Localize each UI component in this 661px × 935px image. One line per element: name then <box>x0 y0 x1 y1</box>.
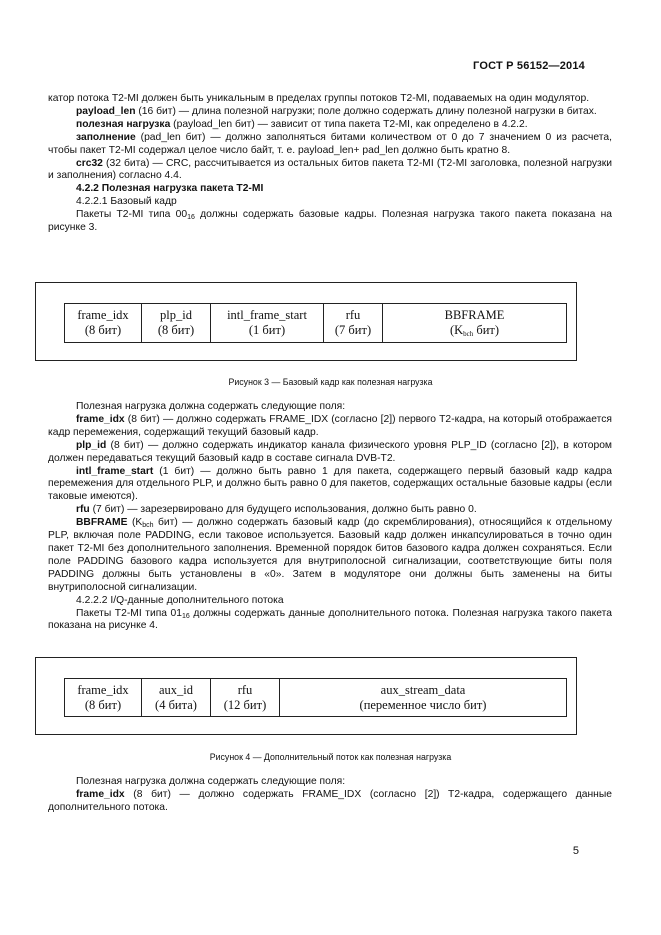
fig3-cell-plp-id <box>142 304 211 342</box>
fig4-cell-aux-stream-data <box>280 679 566 716</box>
paragraph-payload-len <box>48 106 612 119</box>
text-padding: (pad_len бит) — должно заполняться битами количеством от 0 до 7 значением 0 из расчета, чтобы пакет T2-MI содержал целое число байт, т. е. payload_len+ pad_len должно быть кратно 8. <box>48 131 612 156</box>
figure-3-table <box>64 303 567 343</box>
term-payload-len: payload_len <box>76 105 136 117</box>
fig4-cell-aux-id <box>142 679 211 716</box>
text-type00-a: Пакеты T2-MI типа 00 <box>76 209 188 221</box>
figure-4-caption: Рисунок 4 — Дополнительный поток как полезная нагрузка <box>209 752 452 762</box>
fig3-field-bits: (8 бит) <box>157 323 195 337</box>
text-block-intro <box>48 93 612 235</box>
text-plp-id: (8 бит) — должно содержать индикатор канала физического уровня PLP_ID (согласно [2]), в котором должен передаваться текущий базовый кадр в составе сигнала DVB-T2. <box>48 439 612 464</box>
text-frame-idx: (8 бит) — должно содержать FRAME_IDX (согласно [2]) первого T2-кадра, на который отображается кадр перемежения, содержащий текущий базовый кадр. <box>48 413 612 438</box>
paragraph-type00 <box>48 209 612 235</box>
fig4-field-bits: (переменное число бит) <box>359 697 487 712</box>
term-intl-frame-start: intl_frame_start <box>76 465 154 477</box>
fig3-field-name: rfu <box>345 308 361 322</box>
paragraph-crc32 <box>48 158 612 184</box>
fig4-field-name: frame_idx <box>77 682 129 697</box>
text-payload: (payload_len бит) — зависит от типа пакета T2-MI, как определено в 4.2.2. <box>170 118 528 130</box>
text-type01-b: должны содержать данные дополнительного потока. Полезная нагрузка такого пакета показана на рисунке 4. <box>48 607 612 632</box>
bits-post: бит) <box>473 323 500 337</box>
text-type01-a: Пакеты T2-MI типа 01 <box>76 607 183 619</box>
fig4-field-name: rfu <box>237 682 253 697</box>
text-intl-frame-start: (1 бит) — должно быть равно 1 для пакета, содержащего первый базовый кадр кадра перемежения для отдельного PLP, и должно быть равно 0 для пакетов, содержащих остальные базовые кадры (если таковые имеются). <box>48 465 612 503</box>
paragraph-fields-intro: Полезная нагрузка должна содержать следующие поля: <box>76 401 346 412</box>
document-header: ГОСТ Р 56152—2014 <box>473 60 585 72</box>
fig3-cell-bbframe <box>383 304 566 342</box>
paragraph-rfu <box>48 504 612 517</box>
figure-4-table <box>64 678 567 717</box>
text-block-aux-fields <box>48 776 612 815</box>
subscript-16: 16 <box>182 612 190 620</box>
bits-pre: (K <box>449 323 464 337</box>
fig4-field-name: aux_id <box>158 682 194 697</box>
paragraph-aux-frame-idx <box>48 789 612 815</box>
fig3-field-name: intl_frame_start <box>227 308 307 322</box>
fig4-field-bits: (4 бита) <box>155 697 197 712</box>
paragraph-aux-intro: Полезная нагрузка должна содержать следующие поля: <box>76 776 346 787</box>
fig3-field-bits <box>450 323 499 338</box>
text-payload-len: (16 бит) — длина полезной нагрузки; поле должно содержать длину полезной нагрузки в битах. <box>135 105 597 117</box>
text-rfu: (7 бит) — зарезервировано для будущего использования, должно быть равно 0. <box>89 504 477 516</box>
fig3-field-bits: (7 бит) <box>334 323 372 337</box>
fig3-cell-rfu <box>324 304 383 342</box>
fig4-field-name: aux_stream_data <box>380 682 466 697</box>
subsection-heading-2: 4.2.2.2 I/Q-данные дополнительного потока <box>76 594 284 606</box>
fig4-field-bits: (12 бит) <box>223 697 267 712</box>
paragraph-intl-frame-start <box>48 466 612 505</box>
fig3-cell-intl-frame-start <box>211 304 324 342</box>
figure-3-caption: Рисунок 3 — Базовый кадр как полезная нагрузка <box>228 377 433 387</box>
paragraph-padding <box>48 132 612 158</box>
subsection-heading-1: 4.2.2.1 Базовый кадр <box>76 196 177 208</box>
text-bbframe: бит) — должно содержать базовый кадр (до скремблирования), относящийся к отдельному PLP, включая поле PADDING, если таковое используется. Базовый кадр должен инкапсулироваться в точно один пакет T2-MI без дополнительного заполнения. Временной порядок битов базового кадра должен сохраняться. Если поле PADDING базового кадра используется для внутриполосной сигнализации, соответствующие биты поля PADDING должны быть установлены в «0». Затем в модуляторе они должны быть заменены на биты внутриполосной сигнализации. <box>48 517 612 593</box>
paragraph-payload <box>48 119 612 132</box>
term-padding: заполнение <box>76 131 136 143</box>
fig3-field-name: plp_id <box>160 308 192 322</box>
fig4-cell-rfu <box>211 679 280 716</box>
fig4-cell-frame-idx <box>65 679 142 716</box>
term-frame-idx: frame_idx <box>76 788 125 800</box>
term-bbframe: BBFRAME <box>76 517 128 529</box>
fig3-field-name: frame_idx <box>77 308 129 322</box>
section-heading: 4.2.2 Полезная нагрузка пакета T2-MI <box>76 183 264 195</box>
text-crc32: (32 бита) — CRC, рассчитывается из остальных битов пакета T2-MI (T2-MI заголовка, полезной нагрузки и заполнения) согласно 4.4. <box>48 157 612 182</box>
fig4-field-bits: (8 бит) <box>84 697 122 712</box>
text-block-fields <box>48 401 612 633</box>
paragraph-type01 <box>48 608 612 634</box>
paragraph-frame-idx <box>48 414 612 440</box>
fig3-cell-frame-idx <box>65 304 142 342</box>
term-crc32: crc32 <box>76 157 103 169</box>
fig3-field-bits: (8 бит) <box>84 323 122 337</box>
text-bbframe-pre: (K <box>127 517 143 529</box>
fig3-field-name: BBFRAME <box>444 308 505 322</box>
subscript-bch: bch <box>463 330 474 338</box>
page-number: 5 <box>572 845 579 857</box>
text-type00-b: должны содержать базовые кадры. Полезная нагрузка такого пакета показана на рисунке 3. <box>48 209 612 234</box>
term-rfu: rfu <box>76 504 90 516</box>
term-frame-idx: frame_idx <box>76 413 125 425</box>
fig3-field-bits: (1 бит) <box>248 323 286 337</box>
term-payload: полезная нагрузка <box>76 118 171 130</box>
paragraph-bbframe <box>48 517 612 594</box>
subscript-16: 16 <box>187 214 195 222</box>
paragraph-continuation: катор потока T2-MI должен быть уникальным в пределах группы потоков T2-MI, подаваемых на один модулятор. <box>48 93 590 104</box>
paragraph-plp-id <box>48 440 612 466</box>
term-plp-id: plp_id <box>76 439 107 451</box>
subscript-bch: bch <box>142 522 154 530</box>
text-aux-frame-idx: (8 бит) — должно содержать FRAME_IDX (согласно [2]) T2-кадра, содержащего данные дополнительного потока. <box>48 788 612 813</box>
